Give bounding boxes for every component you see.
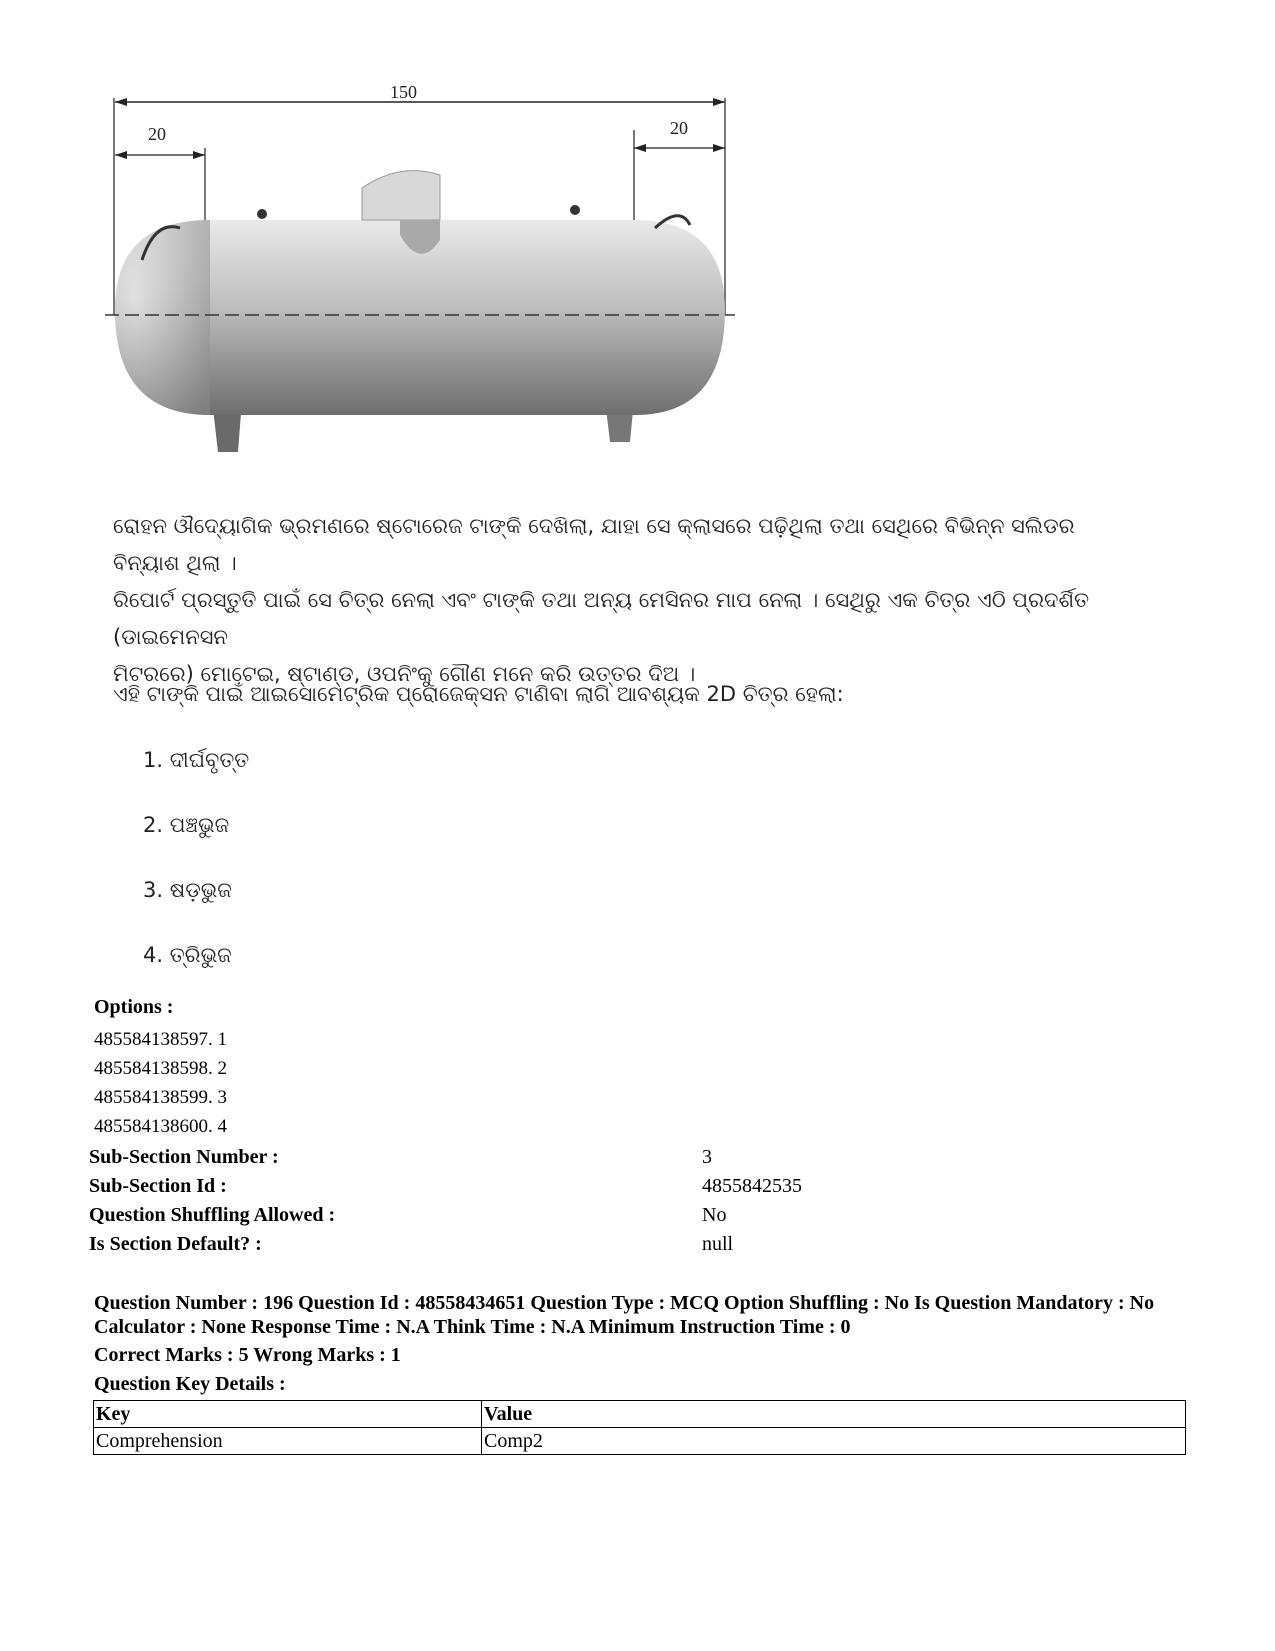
option-item: 485584138597. 1: [94, 1029, 227, 1050]
marks-line: Correct Marks : 5 Wrong Marks : 1: [94, 1344, 401, 1366]
choice-item: 4. ତ୍ରିଭୁଜ: [143, 943, 232, 967]
choice-item: 2. ପଞ୍ଚଭୁଜ: [143, 813, 230, 837]
option-item: 485584138598. 2: [94, 1058, 227, 1079]
meta-row: [89, 1146, 1189, 1175]
subsection-id-value: 4855842535: [702, 1175, 802, 1197]
subsection-number-value: 3: [702, 1146, 712, 1168]
choice-list: [143, 748, 249, 1008]
passage-line: ରିପୋର୍ଟ ପ୍ରସ୍ତୁତି ପାଇଁ ସେ ଚିତ୍ର ନେଲା ଏବଂ ଟାଙ୍କି ତଥା ଅନ୍ୟ ମେସିନର ମାପ ନେଲା । ସେଥିରୁ ଏକ ଚିତ୍ର ଏଠି ପ୍ରଦର୍ଶିତ (ଡାଇମେନସନ: [113, 588, 1090, 649]
table-row: [94, 1428, 1186, 1455]
dim-left-label: 20: [148, 124, 166, 144]
shuffling-label: Question Shuffling Allowed :: [89, 1204, 336, 1226]
subsection-number-label: Sub-Section Number :: [89, 1146, 279, 1168]
passage-line: ମିଟରରେ) ମୋଟେଇ, ଷ୍ଟାଣ୍ଡ, ଓପନିଂକୁ ଗୌଣ ମନେ କରି ଉତ୍ତର ଦିଅ ।: [113, 662, 696, 686]
question-prompt: ଏହି ଟାଙ୍କି ପାଇଁ ଆଇସୋମେଟ୍ରିକ ପ୍ରୋଜେକ୍ସନ ଟାଣିବା ଲାଗି ଆବଶ୍ୟକ 2D ଚିତ୍ର ହେଲା:: [113, 682, 844, 706]
key-details-table: [93, 1400, 1186, 1455]
option-item: 485584138600. 4: [94, 1116, 227, 1137]
choice-item: 1. ଦୀର୍ଘବୃତ୍ତ: [143, 748, 250, 772]
subsection-id-label: Sub-Section Id :: [89, 1175, 227, 1197]
option-item: 485584138599. 3: [94, 1087, 227, 1108]
dim-right-label: 20: [670, 118, 688, 138]
question-header: Question Number : 196 Question Id : 48558434651 Question Type : MCQ Option Shuffling : No Is Question Mandatory : No Calculator : None Response Time : N.A Think Time : N.A Minimum Instruction Time : 0: [94, 1292, 1155, 1338]
table-header-cell: Key: [94, 1401, 482, 1428]
passage-line: ରୋହନ ଔଦ୍ୟୋଗିକ ଭ୍ରମଣରେ ଷ୍ଟୋରେଜ ଟାଙ୍କି ଦେଖିଲା, ଯାହା ସେ କ୍ଲାସରେ ପଢ଼ିଥିଲା ତଥା ସେଥିରେ ବିଭିନ୍ନ ସଲିଡର ବିନ୍ୟାଶ ଥିଲା ।: [113, 514, 1075, 575]
storage-tank-photo: [100, 70, 790, 490]
meta-row: [89, 1175, 1189, 1204]
table-header-cell: Value: [482, 1401, 1186, 1428]
shuffling-value: No: [702, 1204, 727, 1226]
options-list: [94, 1025, 227, 1141]
table-cell: Comp2: [482, 1428, 1186, 1455]
comprehension-passage: [113, 508, 1123, 693]
section-default-value: null: [702, 1233, 734, 1255]
key-details-heading: Question Key Details :: [94, 1373, 286, 1395]
table-header-row: [94, 1401, 1186, 1428]
dim-total-label: 150: [390, 82, 417, 102]
tank-figure: [100, 70, 790, 490]
meta-row: [89, 1204, 1189, 1233]
options-heading: Options :: [94, 996, 174, 1018]
meta-row: [89, 1233, 1189, 1262]
table-cell: Comprehension: [94, 1428, 482, 1455]
section-default-label: Is Section Default? :: [89, 1233, 262, 1255]
subsection-meta: [89, 1146, 1189, 1262]
choice-item: 3. ଷଡ଼ଭୁଜ: [143, 878, 232, 902]
